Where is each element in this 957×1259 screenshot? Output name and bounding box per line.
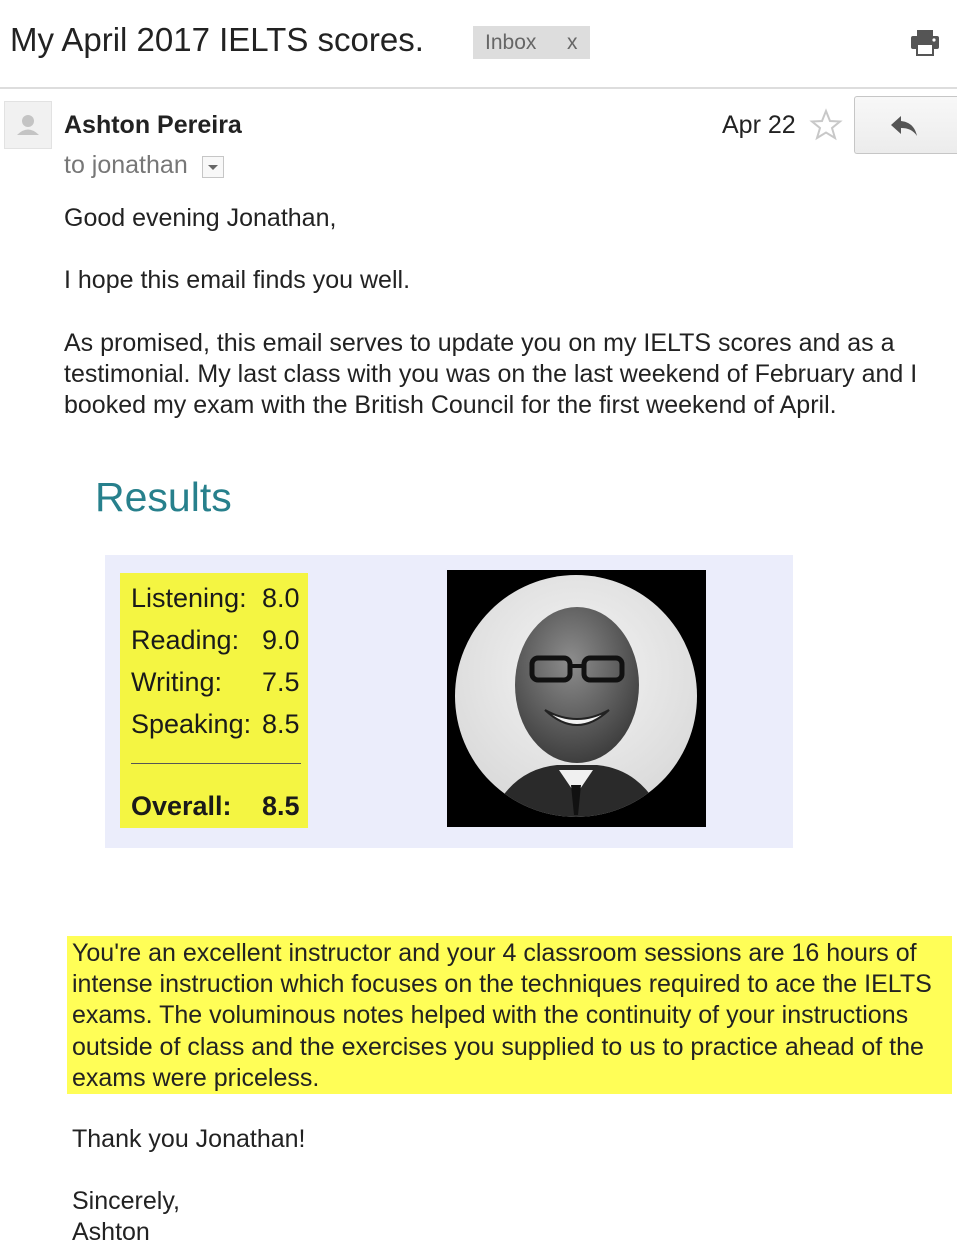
print-icon[interactable]	[907, 24, 943, 60]
testimonial-highlight: You're an excellent instructor and your 4 classroom sessions are 16 hours of intense instruction which focuses on the techniques required to ace the IELTS exams. The voluminous notes helped with the continuity of your instructions outside of class and the exercises you supplied to us to practice ahead of the exams were priceless.	[67, 936, 952, 1094]
overall-label: Overall:	[131, 791, 232, 821]
profile-photo	[447, 570, 706, 827]
chevron-down-icon[interactable]	[202, 156, 224, 178]
email-subject: My April 2017 IELTS scores.	[10, 21, 424, 58]
score-value: 7.5	[262, 667, 300, 697]
greeting: Good evening Jonathan,	[64, 204, 337, 232]
inbox-label-text: Inbox	[485, 31, 537, 54]
intro-paragraph: I hope this email finds you well.	[64, 266, 411, 294]
score-value: 8.5	[262, 709, 300, 739]
score-label: Listening:	[131, 583, 247, 613]
thanks-line: Thank you Jonathan!	[72, 1125, 306, 1153]
star-icon[interactable]	[809, 108, 843, 142]
avatar-placeholder-icon	[5, 102, 51, 148]
results-title: Results	[95, 474, 232, 520]
score-label: Speaking:	[131, 709, 252, 739]
message-date: Apr 22	[722, 111, 796, 139]
score-label: Reading:	[131, 625, 240, 655]
remove-label-button[interactable]: x	[567, 31, 578, 54]
score-row-speaking	[131, 708, 306, 740]
score-card	[120, 573, 308, 828]
score-row-writing	[131, 666, 306, 698]
score-value: 9.0	[262, 625, 300, 655]
score-label: Writing:	[131, 667, 223, 697]
reply-button[interactable]	[854, 96, 957, 154]
score-row-listening	[131, 582, 306, 614]
update-paragraph: As promised, this email serves to update you on my IELTS scores and as a testimonial. My last class with you was on the last weekend of February and I booked my exam with the British Council for the first weekend of April.	[64, 329, 918, 419]
sender-name[interactable]: Ashton Pereira	[64, 111, 242, 139]
signature-name: Ashton	[72, 1218, 150, 1246]
overall-value: 8.5	[262, 791, 300, 821]
recipient-line: to jonathan	[64, 151, 188, 179]
reply-icon	[889, 113, 919, 139]
inbox-label-chip[interactable]	[473, 26, 590, 59]
score-row-reading	[131, 624, 306, 656]
header-divider	[0, 87, 957, 89]
avatar	[4, 101, 52, 149]
score-row-overall	[131, 790, 306, 822]
score-value: 8.0	[262, 583, 300, 613]
score-divider	[131, 763, 301, 764]
closing-line: Sincerely,	[72, 1187, 180, 1215]
